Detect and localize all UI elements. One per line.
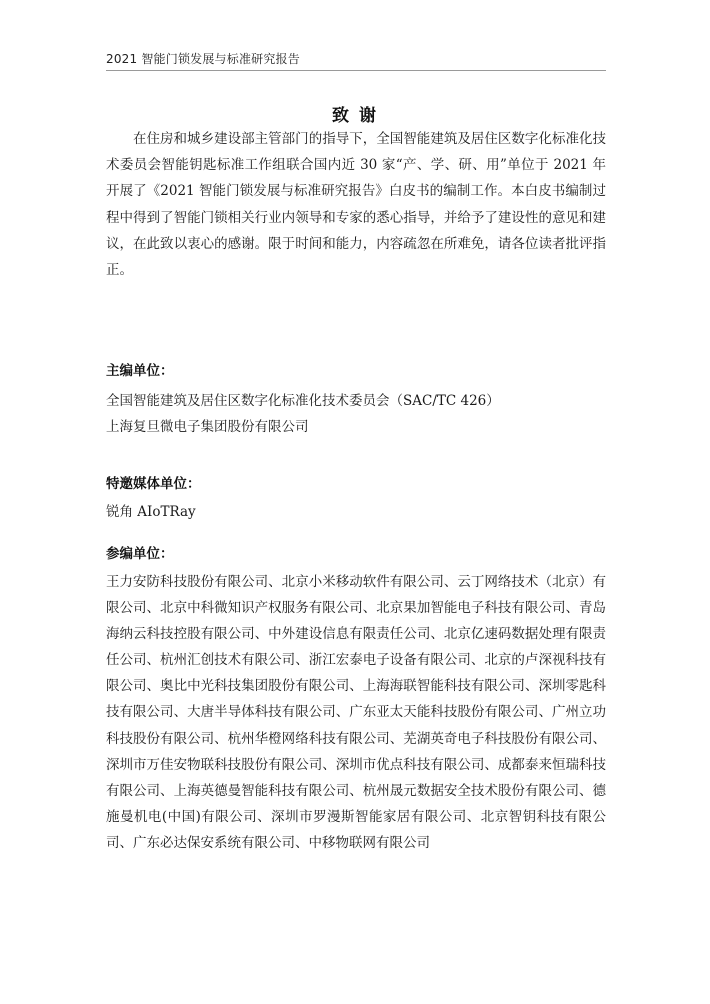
media-item: 锐角 AIoTRay — [106, 504, 196, 520]
chief-editor-item: 上海复旦微电子集团股份有限公司 — [106, 419, 309, 435]
acknowledgement-paragraph: 在住房和城乡建设部主管部门的指导下，全国智能建筑及居住区数字化标准化技术委员会智能钥匙标准工作组联合国内近 30 家“产、学、研、用”单位于 2021 年开展了《2021 智能门锁发展与标准研究报告》白皮书的编制工作。本白皮书编制过程中得到了智能门锁相关行业内领导和专家的悉心指导，并给予了建设性的意见和建议，在此致以衷心的感谢。限于时间和能力，内容疏忽在所难免，请各位读者批评指正。 — [106, 131, 606, 279]
participants-list: 王力安防科技股份有限公司、北京小米移动软件有限公司、云丁网络技术（北京）有限公司、北京中科微知识产权服务有限公司、北京果加智能电子科技有限公司、青岛海纳云科技控股有限公司、中外建设信息有限责任公司、北京亿速码数据处理有限责任公司、杭州汇创技术有限公司、浙江宏泰电子设备有限公司、北京的卢深视科技有限公司、奥比中光科技集团股份有限公司、上海海联智能科技有限公司、深圳零匙科技有限公司、大唐半导体科技有限公司、广东亚太天能科技股份有限公司、广州立功科技股份有限公司、杭州华橙网络科技有限公司、芜湖英奇电子科技股份有限公司、深圳市万佳安物联科技股份有限公司、深圳市优点科技有限公司、成都泰来恒瑞科技有限公司、上海英德曼智能科技有限公司、杭州晟元数据安全技术股份有限公司、德施曼机电(中国)有限公司、深圳市罗漫斯智能家居有限公司、北京智钥科技有限公司、广东必达保安系统有限公司、中移物联网有限公司 — [106, 574, 606, 851]
media-heading: 特邀媒体单位： — [106, 476, 201, 492]
chief-editor-item: 全国智能建筑及居住区数字化标准化技术委员会（SAC/TC 426） — [106, 393, 500, 409]
chief-editors-heading: 主编单位： — [106, 363, 174, 379]
header-rule — [106, 70, 606, 71]
participants-heading: 参编单位： — [106, 546, 174, 562]
running-header: 2021 智能门锁发展与标准研究报告 — [106, 52, 300, 66]
page-title: 致 谢 — [332, 106, 378, 126]
